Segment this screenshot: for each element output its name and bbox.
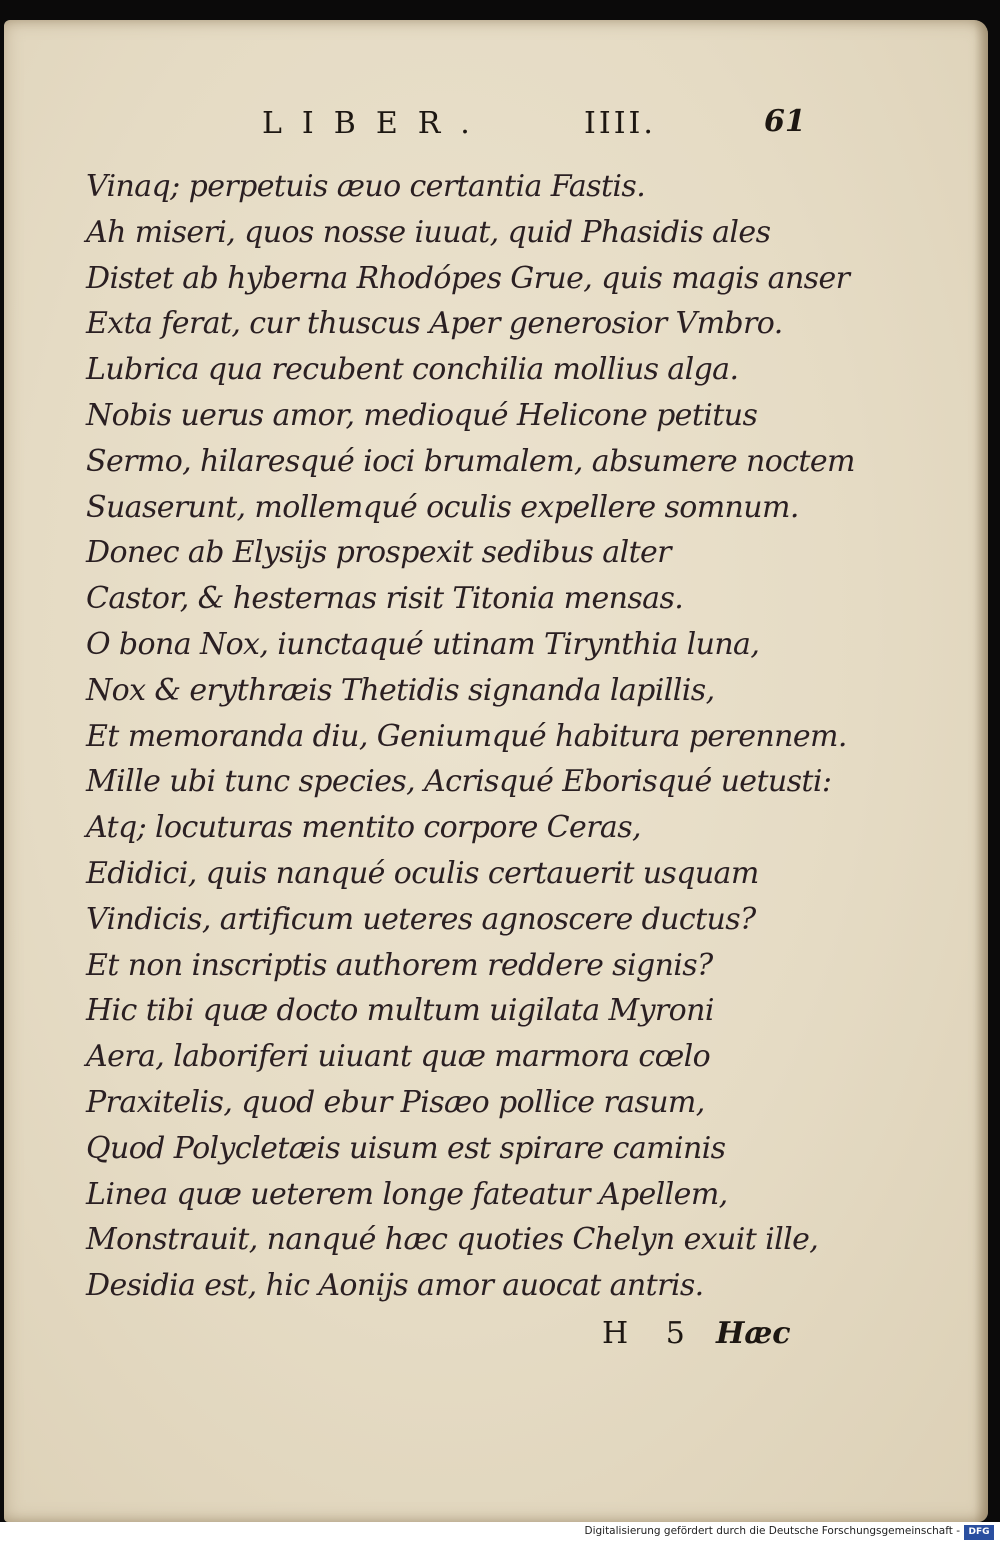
running-head-book-number: IIII. bbox=[584, 106, 656, 141]
verse-line: Mille ubi tunc species, Acrisqué Eborisqué uetusti: bbox=[86, 764, 832, 800]
folio-number: 61 bbox=[764, 104, 806, 139]
running-head bbox=[4, 106, 988, 146]
page-edge-shadow bbox=[974, 20, 988, 1522]
verse-line: Ah miseri, quos nosse iuuat, quid Phasidis ales bbox=[86, 214, 771, 250]
verse-line: Castor, & hesternas risit Titonia mensas. bbox=[86, 581, 684, 617]
verse-line: Lubrica qua recubent conchilia mollius alga. bbox=[86, 352, 739, 388]
running-head-title: LIBER. bbox=[262, 106, 490, 141]
credit-text: Digitalisierung gefördert durch die Deutsche Forschungsgemeinschaft - bbox=[584, 1525, 960, 1537]
verse-line: Monstrauit, nanqué hæc quoties Chelyn exuit ille, bbox=[86, 1222, 819, 1258]
page-footer bbox=[4, 1316, 988, 1356]
verse-line: Desidia est, hic Aonijs amor auocat antris. bbox=[86, 1268, 704, 1304]
dfg-logo-icon[interactable]: DFG bbox=[964, 1525, 994, 1540]
verse-line: Praxitelis, quod ebur Pisæo pollice rasum, bbox=[86, 1084, 705, 1120]
catchword: Hæc bbox=[716, 1316, 791, 1351]
verse-line: Distet ab hyberna Rhodópes Grue, quis magis anser bbox=[86, 260, 850, 296]
verse-line: Nox & erythræis Thetidis signanda lapillis, bbox=[86, 672, 715, 708]
verse-line: Et non inscriptis authorem reddere signis? bbox=[86, 947, 713, 983]
verse-line: Vindicis, artificum ueteres agnoscere ductus? bbox=[86, 901, 756, 937]
book-page bbox=[4, 20, 988, 1522]
verse-line: Nobis uerus amor, medioqué Helicone petitus bbox=[86, 397, 758, 433]
credit-bar bbox=[0, 1522, 1000, 1544]
verse-block bbox=[86, 164, 886, 1309]
verse-line: Sermo, hilaresqué ioci brumalem, absumere noctem bbox=[86, 443, 855, 479]
verse-line: Donec ab Elysijs prospexit sedibus alter bbox=[86, 535, 671, 571]
verse-line: Et memoranda diu, Geniumqué habitura perennem. bbox=[86, 718, 847, 754]
verse-line: Edidici, quis nanqué oculis certauerit usquam bbox=[86, 855, 759, 891]
verse-line: Vinaq; perpetuis æuo certantia Fastis. bbox=[86, 169, 646, 204]
verse-line: Atq; locuturas mentito corpore Ceras, bbox=[86, 810, 641, 846]
verse-line: Linea quæ ueterem longe fateatur Apellem, bbox=[86, 1176, 728, 1212]
verse-line: O bona Nox, iunctaqué utinam Tirynthia luna, bbox=[86, 626, 760, 662]
verse-line: Aera, laboriferi uiuant quæ marmora cœlo bbox=[86, 1039, 711, 1075]
verse-line: Suaserunt, mollemqué oculis expellere somnum. bbox=[86, 489, 799, 525]
verse-line: Hic tibi quæ docto multum uigilata Myroni bbox=[86, 993, 714, 1029]
verse-line: Exta ferat, cur thuscus Aper generosior Vmbro. bbox=[86, 306, 783, 342]
verse-line: Quod Polycletæis uisum est spirare caminis bbox=[86, 1130, 726, 1166]
signature-mark: H 5 bbox=[602, 1316, 699, 1351]
